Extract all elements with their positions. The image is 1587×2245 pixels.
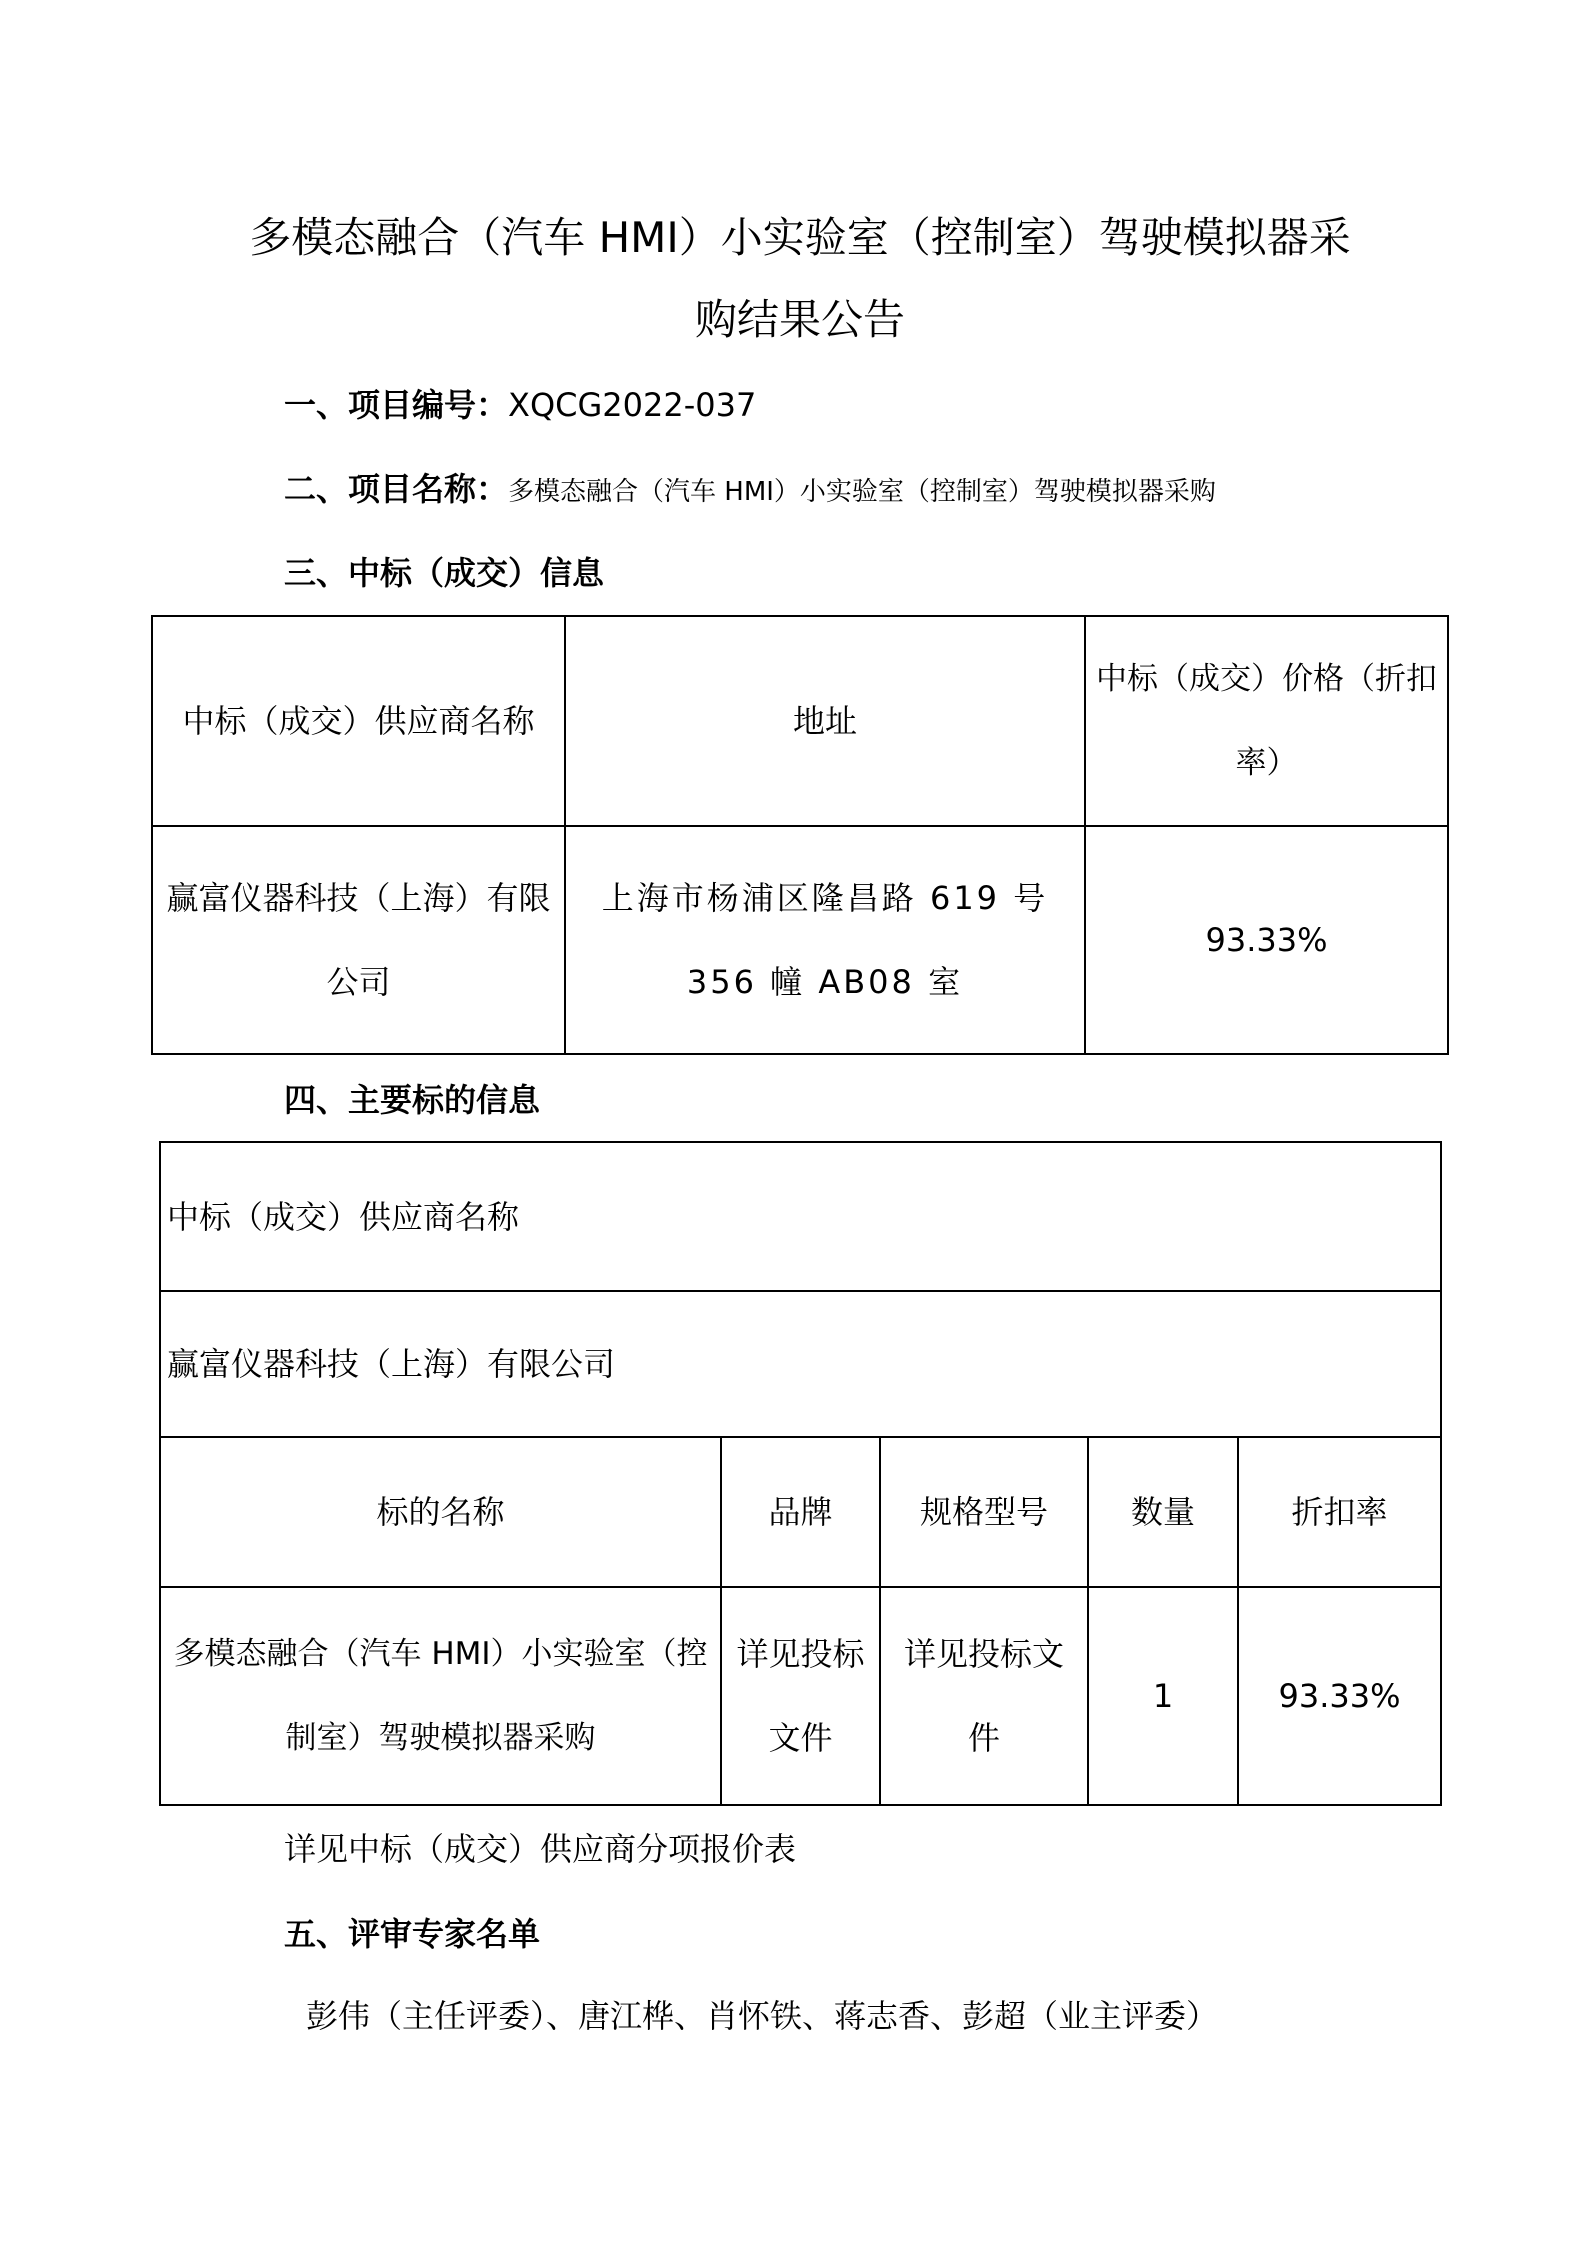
subject-model-cell — [880, 1587, 1088, 1805]
expert-list-heading: 五、评审专家名单 — [284, 1915, 541, 1953]
subject-supplier-name-text: 赢富仪器科技（上海）有限公司 — [167, 1345, 616, 1383]
winner-supplier-line-1: 赢富仪器科技（上海）有限 — [166, 879, 551, 917]
subject-supplier-label-text: 中标（成交）供应商名称 — [167, 1197, 520, 1236]
header-price — [1085, 616, 1448, 826]
itemized-quote-note: 详见中标（成交）供应商分项报价表 — [284, 1830, 797, 1868]
header-discount-text: 折扣率 — [1291, 1493, 1388, 1531]
subject-model-line-2: 件 — [967, 1719, 1000, 1757]
winner-price-cell — [1085, 826, 1448, 1054]
subject-supplier-label-cell — [160, 1142, 1441, 1291]
header-subject-name-text: 标的名称 — [376, 1493, 505, 1531]
header-discount — [1238, 1437, 1441, 1587]
header-brand — [721, 1437, 880, 1587]
header-price-line-2: 率） — [1235, 745, 1298, 781]
winner-supplier-line-2: 公司 — [326, 963, 391, 1001]
subject-quantity-cell — [1088, 1587, 1238, 1805]
subject-supplier-name-row — [160, 1291, 1441, 1437]
subject-supplier-name-cell — [160, 1291, 1441, 1437]
header-quantity — [1088, 1437, 1238, 1587]
subject-discount-text: 93.33% — [1278, 1677, 1401, 1715]
title-line-2: 购结果公告 — [694, 295, 905, 344]
winner-address-line-1: 上海市杨浦区隆昌路 619 号 — [601, 879, 1049, 917]
winner-table-header-row — [152, 616, 1448, 826]
subject-brand-line-2: 文件 — [768, 1719, 833, 1757]
header-subject-name — [160, 1437, 721, 1587]
winner-address-cell — [565, 826, 1085, 1054]
main-subject-heading: 四、主要标的信息 — [284, 1081, 541, 1119]
expert-list: 彭伟（主任评委）、唐江桦、肖怀铁、蒋志香、彭超（业主评委） — [306, 1997, 1219, 2035]
subject-quantity-text: 1 — [1152, 1677, 1174, 1715]
subject-supplier-label-row — [160, 1142, 1441, 1291]
winner-supplier-cell — [152, 826, 565, 1054]
subject-model-line-1: 详见投标文 — [903, 1635, 1064, 1673]
subject-name-line-1: 多模态融合（汽车 HMI）小实验室（控 — [173, 1636, 708, 1672]
subject-discount-cell — [1238, 1587, 1441, 1805]
subject-data-row — [160, 1587, 1441, 1805]
header-model-text: 规格型号 — [919, 1493, 1048, 1531]
subject-header-row — [160, 1437, 1441, 1587]
header-price-line-1: 中标（成交）价格（折扣 — [1096, 661, 1437, 697]
subject-brand-line-1: 详见投标 — [736, 1635, 865, 1673]
document-title — [100, 197, 1500, 361]
winner-table — [151, 615, 1449, 1055]
project-number-label: 一、项目编号： — [284, 386, 509, 424]
header-address-text: 地址 — [792, 702, 857, 740]
winner-table-row — [152, 826, 1448, 1054]
header-quantity-text: 数量 — [1130, 1493, 1195, 1531]
title-line-1: 多模态融合（汽车 HMI）小实验室（控制室）驾驶模拟器采 — [249, 213, 1351, 262]
project-name-label: 二、项目名称： — [284, 470, 509, 508]
header-brand-text: 品牌 — [768, 1493, 833, 1531]
subject-name-line-2: 制室）驾驶模拟器采购 — [285, 1720, 596, 1756]
project-number-value: XQCG2022-037 — [508, 386, 757, 424]
project-name-line — [284, 465, 1216, 516]
subject-name-cell — [160, 1587, 721, 1805]
header-address — [565, 616, 1085, 826]
subject-table — [159, 1141, 1442, 1806]
winner-address-line-2: 356 幢 AB08 室 — [686, 963, 964, 1001]
header-supplier-name-text: 中标（成交）供应商名称 — [182, 702, 535, 740]
subject-brand-cell — [721, 1587, 880, 1805]
project-name-value: 多模态融合（汽车 HMI）小实验室（控制室）驾驶模拟器采购 — [508, 477, 1216, 507]
header-supplier-name — [152, 616, 565, 826]
winner-info-heading: 三、中标（成交）信息 — [284, 554, 605, 592]
project-number-line — [284, 381, 756, 429]
winner-price-text: 93.33% — [1205, 921, 1328, 959]
header-model — [880, 1437, 1088, 1587]
